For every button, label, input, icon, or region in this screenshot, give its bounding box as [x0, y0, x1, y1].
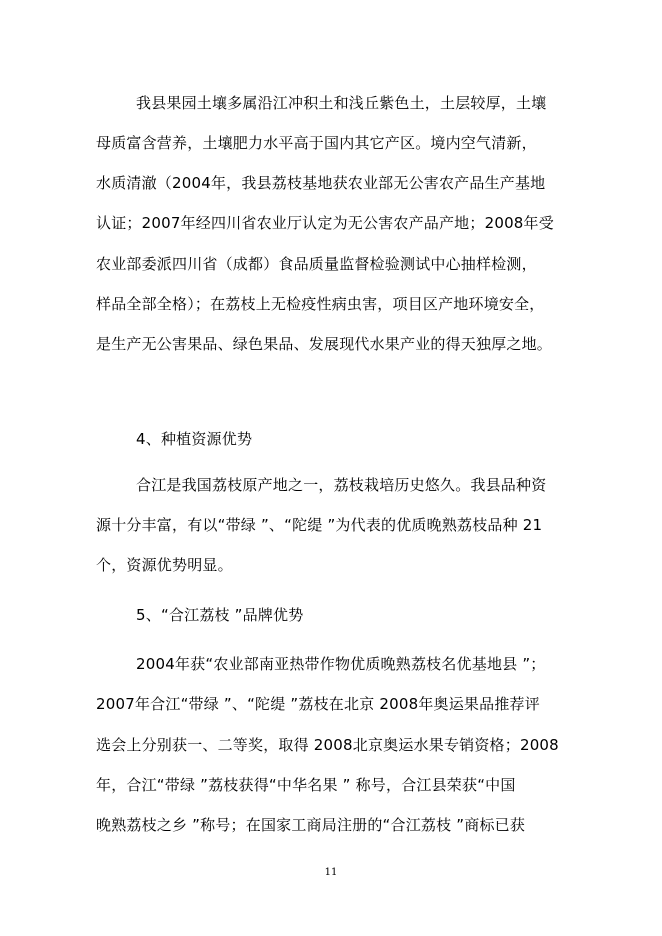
paragraph-2-line-3: 个，资源优势明显。: [96, 556, 233, 574]
paragraph-3-line-1: 2004年获“农业部南亚热带作物优质晚熟荔枝名优基地县 ”；: [136, 655, 546, 673]
paragraph-1-line-4: 认证；2007年经四川省农业厅认定为无公害农产品产地；2008年受: [96, 214, 554, 232]
paragraph-2-line-2: 源十分丰富，有以“带绿 ”、“陀缇 ”为代表的优质晚熟荔枝品种 21: [96, 516, 543, 534]
paragraph-1-line-2: 母质富含营养，土壤肥力水平高于国内其它产区。境内空气清新，: [96, 134, 537, 152]
paragraph-3-line-5: 晚熟荔枝之乡 ”称号；在国家工商局注册的“合江荔枝 ”商标已获: [96, 816, 526, 834]
paragraph-2-line-1: 合江是我国荔枝原产地之一，荔枝栽培历史悠久。我县品种资: [136, 476, 547, 494]
page-number: 11: [324, 867, 338, 878]
paragraph-3-line-2: 2007年合江“带绿 ”、“陀缇 ”荔枝在北京 2008年奥运果品推荐评: [96, 695, 540, 713]
paragraph-3-line-4: 年，合江“带绿 ”荔枝获得“中华名果 ” 称号，合江县荣获“中国: [96, 776, 516, 794]
paragraph-3-line-3: 选会上分别获一、二等奖，取得 2008北京奥运水果专销资格；2008: [96, 736, 559, 754]
paragraph-1-line-1: 我县果园土壤多属沿江冲积土和浅丘紫色土，土层较厚，土壤: [136, 94, 547, 112]
section-heading-4: 4、种植资源优势: [136, 430, 253, 448]
paragraph-1-line-5: 农业部委派四川省（成都）食品质量监督检验测试中心抽样检测，: [96, 255, 537, 273]
paragraph-1-line-7: 是生产无公害果品、绿色果品、发展现代水果产业的得天独厚之地。: [96, 335, 553, 353]
paragraph-1-line-3: 水质清澈（2004年，我县荔枝基地获农业部无公害农产品生产基地: [96, 174, 546, 192]
section-heading-5: 5、“合江荔枝 ”品牌优势: [136, 606, 304, 624]
paragraph-1-line-6: 样品全部全格）；在荔枝上无检疫性病虫害，项目区产地环境安全，: [96, 295, 545, 313]
